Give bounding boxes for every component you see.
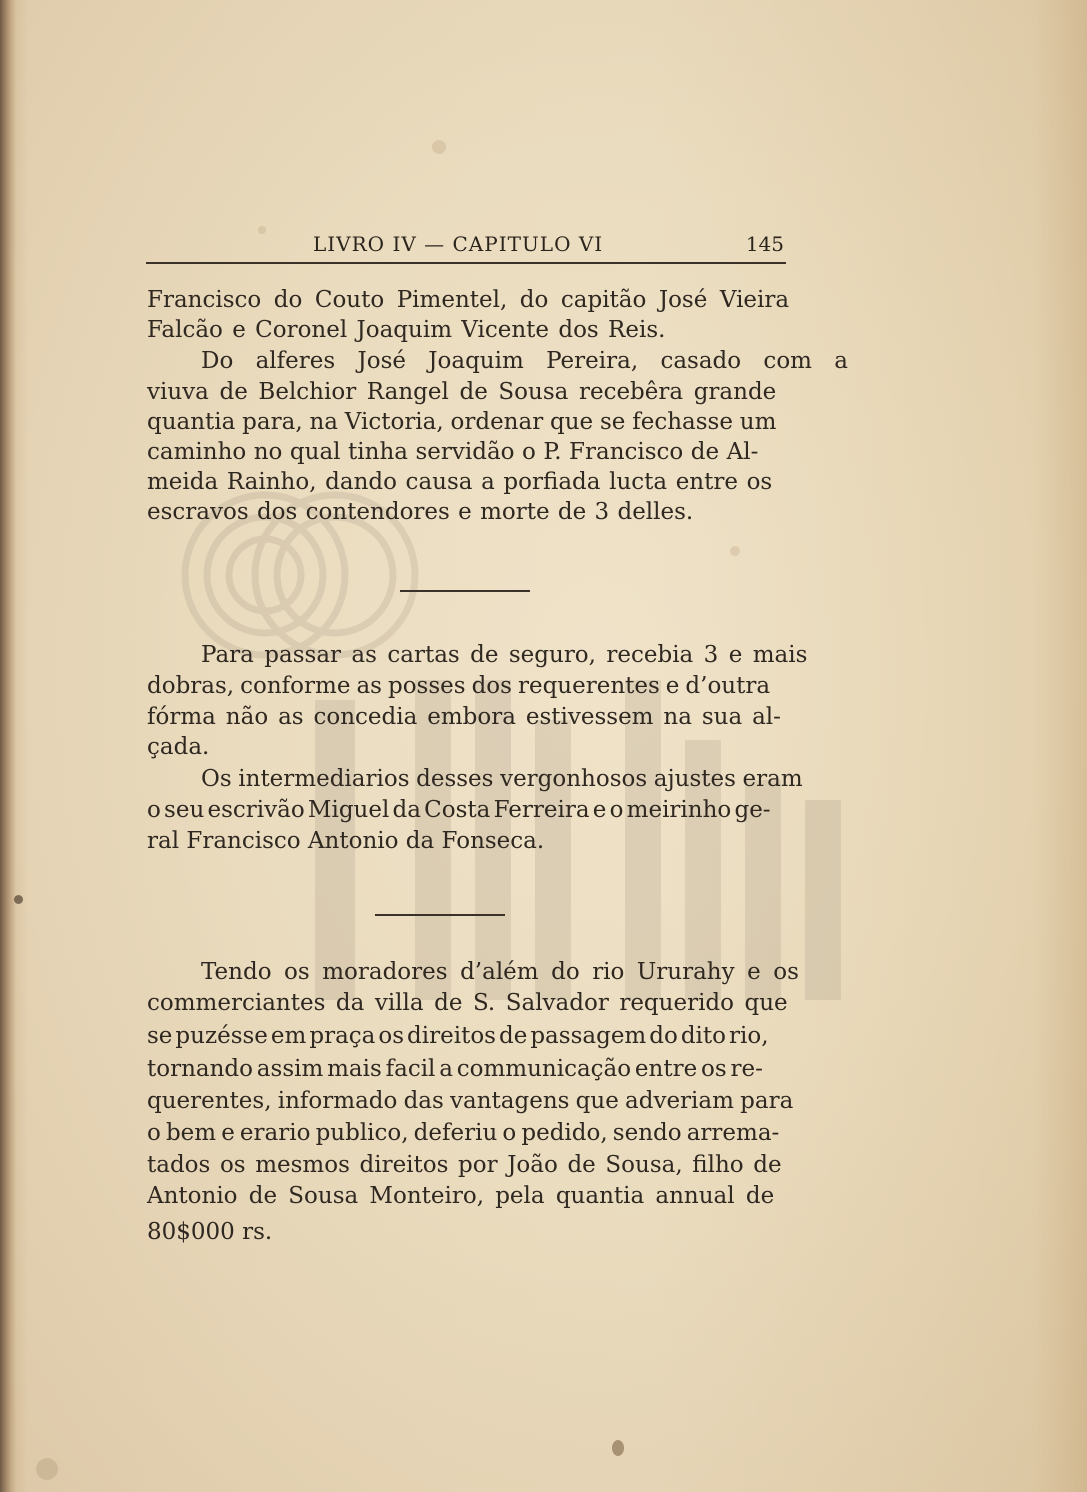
text-line: çada. bbox=[147, 734, 210, 760]
text-line: Para passar as cartas de seguro, recebia 3 e mais bbox=[201, 642, 808, 668]
text-line: meida Rainho, dando causa a porfiada lucta entre os bbox=[147, 469, 773, 495]
text-line: se puzésse em praça os direitos de passagem do dito rio, bbox=[147, 1023, 769, 1049]
text-line: caminho no qual tinha servidão o P. Francisco de Al- bbox=[147, 439, 759, 465]
text-line: viuva de Belchior Rangel de Sousa recebêra grande bbox=[147, 379, 777, 405]
page-speck bbox=[14, 895, 23, 904]
text-line: quantia para, na Victoria, ordenar que se fechasse um bbox=[147, 409, 777, 435]
text-line: o seu escrivão Miguel da Costa Ferreira e o meirinho ge- bbox=[147, 797, 771, 823]
text-line: commerciantes da villa de S. Salvador requerido que bbox=[147, 990, 788, 1016]
text-line: escravos dos contendores e morte de 3 delles. bbox=[147, 499, 694, 525]
text-line: Falcão e Coronel Joaquim Vicente dos Reis. bbox=[147, 317, 666, 343]
text-line: querentes, informado das vantagens que adveriam para bbox=[147, 1088, 794, 1114]
text-line: tornando assim mais facil a communicação entre os re- bbox=[147, 1056, 763, 1082]
page-speck bbox=[432, 140, 446, 154]
running-header bbox=[146, 230, 786, 264]
text-line: dobras, conforme as posses dos requerentes e d’outra bbox=[147, 673, 771, 699]
page-speck bbox=[612, 1440, 624, 1456]
section-divider bbox=[375, 914, 505, 916]
text-line: ral Francisco Antonio da Fonseca. bbox=[147, 828, 545, 854]
text-line: Tendo os moradores d’além do rio Ururahy e os bbox=[201, 959, 799, 985]
book-spine-shadow bbox=[0, 0, 16, 1492]
text-line: Francisco do Couto Pimentel, do capitão José Vieira bbox=[147, 287, 790, 313]
text-line: tados os mesmos direitos por João de Sousa, filho de bbox=[147, 1152, 782, 1178]
text-line: fórma não as concedia embora estivessem na sua al- bbox=[147, 704, 781, 730]
page-speck bbox=[36, 1458, 58, 1480]
section-divider bbox=[400, 590, 530, 592]
text-line: Os intermediarios desses vergonhosos ajustes eram bbox=[201, 766, 803, 792]
text-line: Antonio de Sousa Monteiro, pela quantia annual de bbox=[147, 1183, 775, 1209]
text-line: Do alferes José Joaquim Pereira, casado com a bbox=[201, 348, 848, 374]
chapter-title: LIVRO IV — CAPITULO VI bbox=[313, 232, 604, 256]
library-watermark-logo bbox=[170, 480, 890, 1040]
text-line: 80$000 rs. bbox=[147, 1219, 273, 1245]
page-number: 145 bbox=[745, 232, 784, 256]
text-line: o bem e erario publico, deferiu o pedido, sendo arrema- bbox=[147, 1120, 780, 1146]
